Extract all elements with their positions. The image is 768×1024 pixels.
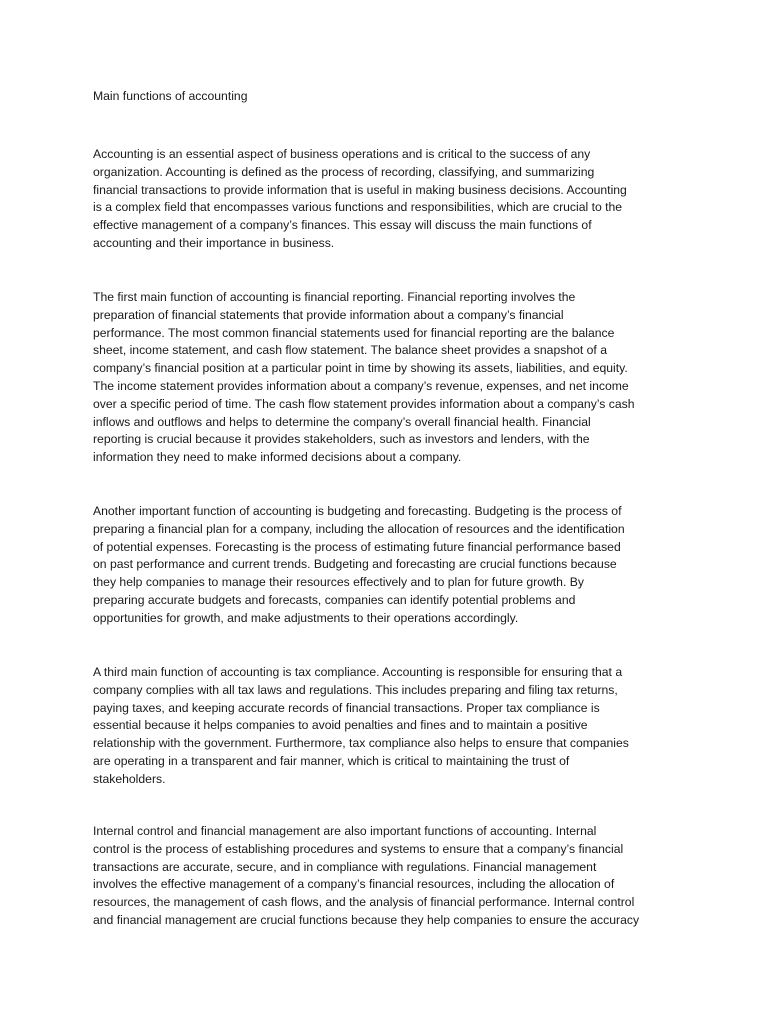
- paragraph-budgeting-forecasting: [93, 503, 683, 628]
- text-line: stakeholders.: [93, 771, 166, 786]
- text-line: is a complex field that encompasses various functions and responsibilities, which are crucial to the: [93, 200, 623, 215]
- paragraph-internal-control: [93, 823, 683, 930]
- text-line: Internal control and financial management are also important functions of accounting. Internal: [93, 824, 597, 838]
- text-line: effective management of a company’s finances. This essay will discuss the main functions of: [93, 218, 592, 233]
- text-line: The income statement provides information about a company’s revenue, expenses, and net income: [93, 378, 629, 393]
- text-line: relationship with the government. Furthermore, tax compliance also helps to ensure that companies: [93, 736, 629, 751]
- text-line: control is the process of establishing procedures and systems to ensure that a company’s financial: [93, 841, 624, 856]
- text-line: A third main function of accounting is tax compliance. Accounting is responsible for ensuring that a: [93, 665, 623, 679]
- text-line: financial transactions to provide information that is useful in making business decisions. Accounting: [93, 182, 627, 197]
- text-line: and financial management are crucial functions because they help companies to ensure the accuracy: [93, 912, 640, 927]
- text-line: essential because it helps companies to avoid penalties and fines and to maintain a positive: [93, 718, 588, 733]
- paragraph-tax-compliance: [93, 664, 683, 789]
- text-line: preparing accurate budgets and forecasts, companies can identify potential problems and: [93, 592, 576, 607]
- text-line: resources, the management of cash flows, and the analysis of financial performance. Internal control: [93, 895, 635, 910]
- text-line: The first main function of accounting is financial reporting. Financial reporting involves the: [93, 290, 576, 304]
- text-line: Accounting is an essential aspect of business operations and is critical to the success of any: [93, 147, 591, 161]
- text-line: Another important function of accounting is budgeting and forecasting. Budgeting is the process of: [93, 504, 622, 518]
- text-line: reporting is crucial because it provides stakeholders, such as investors and lenders, with the: [93, 432, 590, 447]
- document-title: Main functions of accounting: [93, 89, 248, 103]
- text-line: transactions are accurate, secure, and in compliance with regulations. Financial management: [93, 859, 597, 874]
- text-line: performance. The most common financial statements used for financial reporting are the balance: [93, 325, 615, 340]
- text-line: inflows and outflows and helps to determine the company’s overall financial health. Financial: [93, 414, 591, 429]
- paragraph-financial-reporting: [93, 289, 683, 467]
- text-line: company complies with all tax laws and regulations. This includes preparing and filing tax returns,: [93, 682, 618, 697]
- text-line: involves the effective management of a company’s financial resources, including the allocation of: [93, 877, 615, 892]
- text-line: are operating in a transparent and fair manner, which is critical to maintaining the trust of: [93, 753, 570, 768]
- text-line: on past performance and current trends. Budgeting and forecasting are crucial functions because: [93, 557, 617, 572]
- text-line: opportunities for growth, and make adjustments to their operations accordingly.: [93, 610, 519, 625]
- text-line: they help companies to manage their resources effectively and to plan for future growth. By: [93, 575, 584, 590]
- text-line: of potential expenses. Forecasting is the process of estimating future financial performance based: [93, 539, 621, 554]
- text-line: information they need to make informed decisions about a company.: [93, 450, 462, 465]
- text-line: over a specific period of time. The cash flow statement provides information about a company’s cash: [93, 396, 635, 411]
- text-line: company’s financial position at a particular point in time by showing its assets, liabilities, and equity.: [93, 361, 628, 376]
- text-line: sheet, income statement, and cash flow statement. The balance sheet provides a snapshot of a: [93, 343, 607, 358]
- paragraph-intro: [93, 146, 683, 253]
- text-line: paying taxes, and keeping accurate records of financial transactions. Proper tax compliance is: [93, 700, 600, 715]
- text-line: organization. Accounting is defined as the process of recording, classifying, and summarizing: [93, 164, 595, 179]
- text-line: preparing a financial plan for a company, including the allocation of resources and the identification: [93, 521, 625, 536]
- text-line: accounting and their importance in business.: [93, 235, 335, 250]
- text-line: preparation of financial statements that provide information about a company’s financial: [93, 307, 564, 322]
